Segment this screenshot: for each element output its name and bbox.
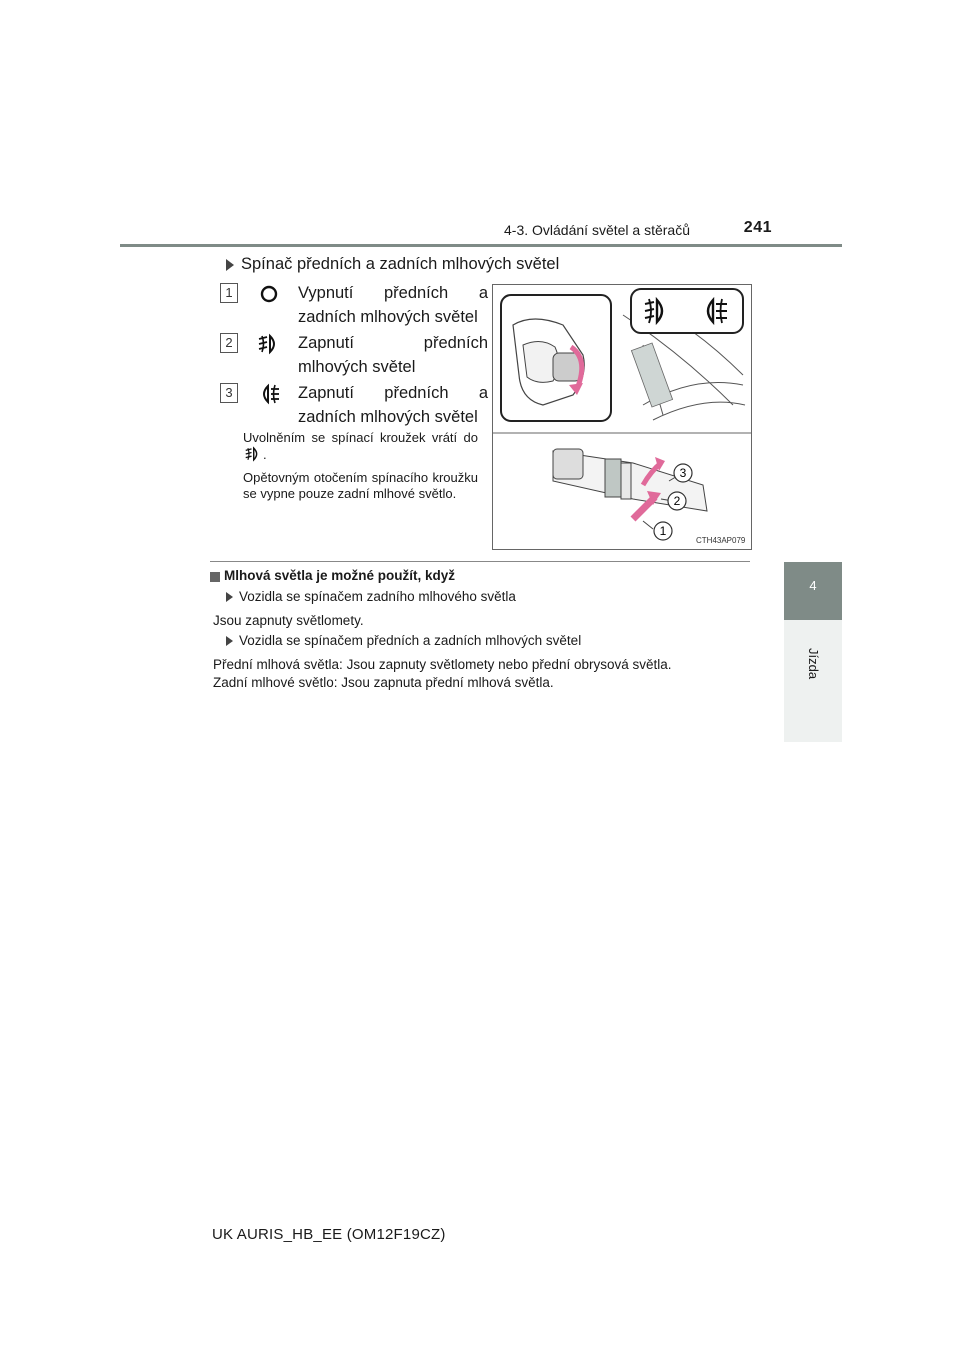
front-fog-light-icon <box>256 333 282 355</box>
section-heading: Spínač předních a zadních mlhových světel <box>241 255 560 273</box>
note-release <box>243 430 478 463</box>
callout-3-label: 3 <box>679 466 687 480</box>
square-bullet-icon <box>210 572 220 582</box>
footer-model-code: UK AURIS_HB_EE (OM12F19CZ) <box>212 1226 446 1243</box>
callout-1-label: 1 <box>659 524 667 538</box>
switch-illustration <box>492 284 752 550</box>
lower-heading: Mlhová světla je možné použít, když <box>224 568 456 583</box>
list-item-1 <box>210 281 490 325</box>
list-item-3 <box>210 381 490 425</box>
section-title: 4-3. Ovládání světel a stěračů <box>504 222 690 238</box>
note-release-text: Uvolněním se spínací kroužek vrátí do <box>243 430 478 445</box>
item-number: 3 <box>220 383 238 403</box>
bullet-rear-fog: Vozidla se spínačem zadního mlhového světla <box>239 589 516 604</box>
bullet-front-rear-fog: Vozidla se spínačem předních a zadních mlhových světel <box>239 633 582 648</box>
note-release-end: . <box>263 447 267 462</box>
illustration-canvas <box>493 285 751 549</box>
para-rear-fog: Jsou zapnuty světlomety. <box>213 613 364 628</box>
rear-fog-light-icon <box>256 383 282 405</box>
item-text: Zapnutí předních a zadních mlhových světel <box>298 384 488 426</box>
bullet-triangle-icon <box>226 636 233 646</box>
item-text: Zapnutí předních mlhových světel <box>298 334 488 376</box>
item-number: 1 <box>220 283 238 303</box>
list-item-2 <box>210 331 490 375</box>
note-again: Opětovným otočením spínacího kroužku se vypne pouze zadní mlhové světlo. <box>243 470 478 501</box>
chapter-tab-strip <box>784 620 842 742</box>
figure-code: CTH43AP079 <box>696 536 746 545</box>
bullet-triangle-icon <box>226 259 234 271</box>
para-front-fog: Přední mlhová světla: Jsou zapnuty světlomety nebo přední obrysová světla. <box>213 657 672 672</box>
front-fog-light-icon <box>243 446 263 462</box>
section-divider <box>210 561 750 562</box>
off-circle-icon <box>256 283 282 305</box>
callout-2-label: 2 <box>673 494 681 508</box>
chapter-label: Jízda <box>806 648 821 680</box>
chapter-number: 4 <box>809 578 817 593</box>
bullet-triangle-icon <box>226 592 233 602</box>
header-rule <box>120 244 842 247</box>
page-number: 241 <box>743 219 772 236</box>
item-number: 2 <box>220 333 238 353</box>
item-text: Vypnutí předních a zadních mlhových světel <box>298 284 488 326</box>
para-rear-fog-2: Zadní mlhové světlo: Jsou zapnuta přední mlhová světla. <box>213 675 554 690</box>
